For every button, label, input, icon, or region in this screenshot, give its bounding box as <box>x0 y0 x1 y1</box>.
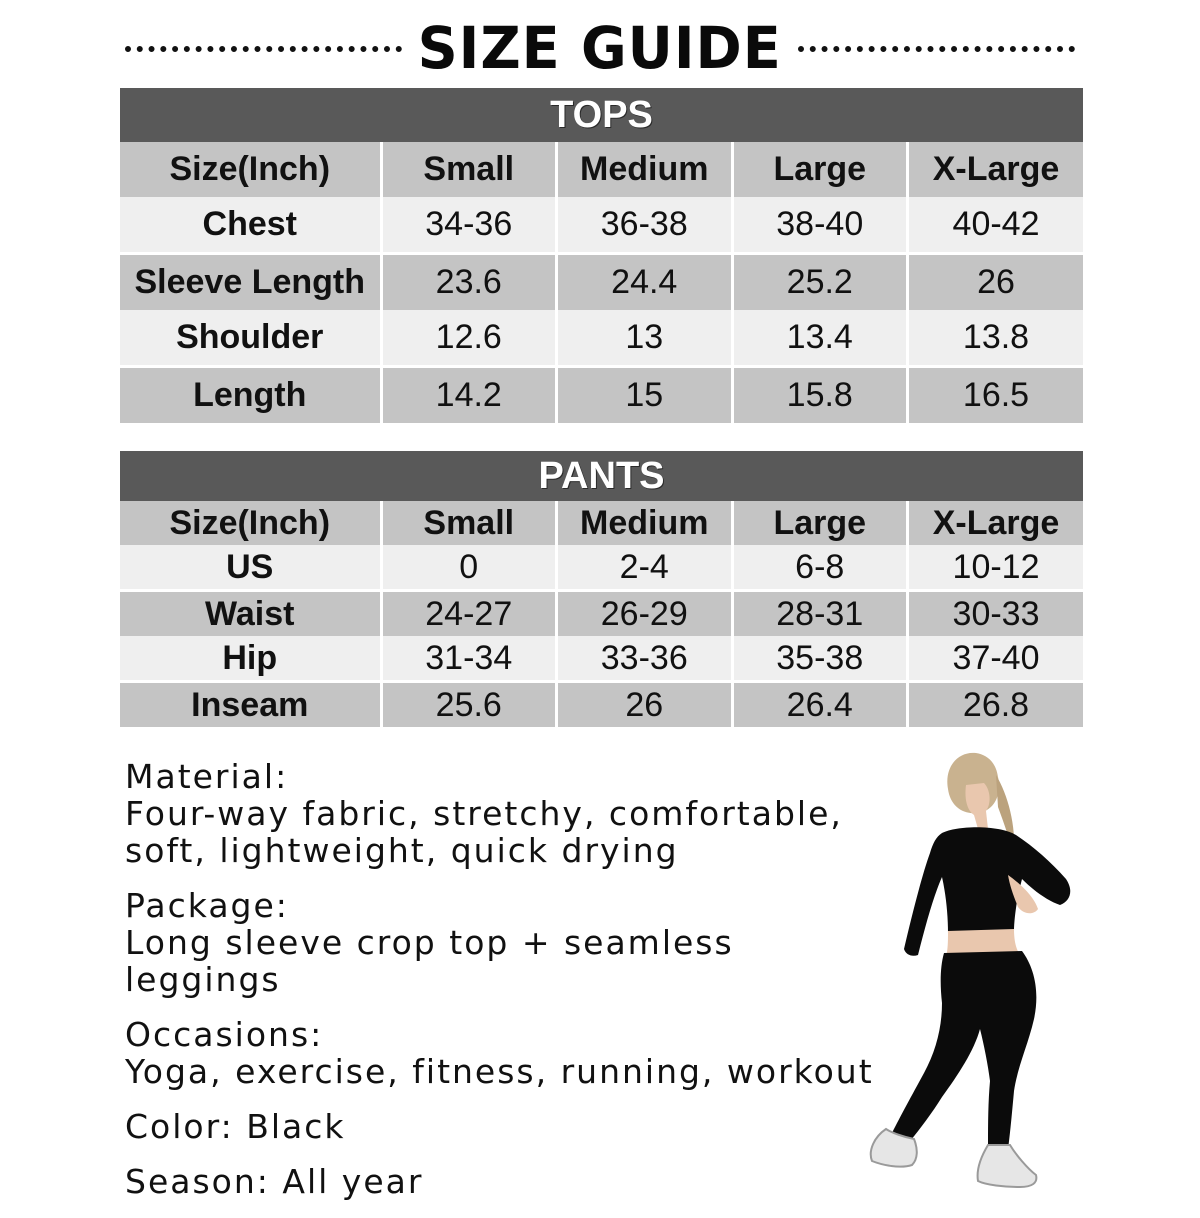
season-value: All year <box>282 1162 424 1201</box>
table-cell: 23.6 <box>381 254 557 311</box>
pants-header-row <box>120 501 1083 545</box>
face <box>965 783 989 829</box>
material-value-line2: soft, lightweight, quick drying <box>125 831 679 870</box>
pants-heading: PANTS <box>120 451 1083 501</box>
material-block <box>125 758 895 869</box>
row-label: Hip <box>120 636 381 682</box>
column-header: Medium <box>557 142 733 197</box>
tops-header-row <box>120 142 1083 197</box>
table-cell: 28-31 <box>732 591 908 637</box>
product-info <box>125 758 895 1218</box>
table-cell: 13 <box>557 310 733 367</box>
material-label: Material: <box>125 757 289 796</box>
table-cell: 33-36 <box>557 636 733 682</box>
column-header: Size(Inch) <box>120 142 381 197</box>
table-cell: 34-36 <box>381 197 557 254</box>
table-row <box>120 254 1083 311</box>
column-header: Size(Inch) <box>120 501 381 545</box>
column-header: Large <box>732 142 908 197</box>
table-cell: 30-33 <box>908 591 1084 637</box>
column-header: Small <box>381 501 557 545</box>
color-block <box>125 1108 895 1145</box>
column-header: Large <box>732 501 908 545</box>
row-label: Waist <box>120 591 381 637</box>
color-value: Black <box>246 1107 346 1146</box>
table-cell: 25.6 <box>381 682 557 728</box>
table-cell: 6-8 <box>732 545 908 591</box>
table-cell: 24-27 <box>381 591 557 637</box>
table-cell: 0 <box>381 545 557 591</box>
table-cell: 25.2 <box>732 254 908 311</box>
package-block <box>125 887 895 998</box>
package-value: Long sleeve crop top + seamless leggings <box>125 923 734 999</box>
table-row <box>120 682 1083 728</box>
season-label: Season: <box>125 1162 270 1201</box>
occasions-block <box>125 1016 895 1090</box>
title-row <box>125 14 1075 82</box>
table-cell: 13.4 <box>732 310 908 367</box>
table-cell: 16.5 <box>908 367 1084 424</box>
table-cell: 12.6 <box>381 310 557 367</box>
table-cell: 38-40 <box>732 197 908 254</box>
row-label: Chest <box>120 197 381 254</box>
color-label: Color: <box>125 1107 234 1146</box>
column-header: Small <box>381 142 557 197</box>
table-cell: 35-38 <box>732 636 908 682</box>
row-label: Inseam <box>120 682 381 728</box>
table-row <box>120 636 1083 682</box>
row-label: US <box>120 545 381 591</box>
column-header: X-Large <box>908 501 1084 545</box>
table-cell: 14.2 <box>381 367 557 424</box>
table-cell: 15 <box>557 367 733 424</box>
material-value-line1: Four-way fabric, stretchy, comfortable, <box>125 794 843 833</box>
page-title: SIZE GUIDE <box>417 14 783 82</box>
table-cell: 15.8 <box>732 367 908 424</box>
leggings <box>892 951 1036 1149</box>
season-block <box>125 1163 895 1200</box>
pants-size-table <box>120 451 1083 727</box>
row-label: Shoulder <box>120 310 381 367</box>
column-header: Medium <box>557 501 733 545</box>
table-cell: 26.4 <box>732 682 908 728</box>
table-cell: 40-42 <box>908 197 1084 254</box>
tops-size-table <box>120 88 1083 423</box>
table-cell: 36-38 <box>557 197 733 254</box>
title-dots-right <box>798 46 1075 52</box>
table-cell: 26 <box>908 254 1084 311</box>
table-cell: 10-12 <box>908 545 1084 591</box>
tops-heading: TOPS <box>120 88 1083 142</box>
table-row <box>120 197 1083 254</box>
right-shoe <box>978 1145 1037 1187</box>
table-cell: 13.8 <box>908 310 1084 367</box>
table-cell: 26-29 <box>557 591 733 637</box>
package-label: Package: <box>125 886 289 925</box>
occasions-label: Occasions: <box>125 1015 324 1054</box>
table-cell: 24.4 <box>557 254 733 311</box>
table-row <box>120 367 1083 424</box>
model-image <box>838 745 1108 1195</box>
table-row <box>120 545 1083 591</box>
table-cell: 37-40 <box>908 636 1084 682</box>
table-row <box>120 591 1083 637</box>
row-label: Sleeve Length <box>120 254 381 311</box>
column-header: X-Large <box>908 142 1084 197</box>
table-cell: 26.8 <box>908 682 1084 728</box>
occasions-value: Yoga, exercise, fitness, running, workout <box>125 1052 874 1091</box>
title-dots-left <box>125 46 402 52</box>
table-cell: 31-34 <box>381 636 557 682</box>
table-row <box>120 310 1083 367</box>
row-label: Length <box>120 367 381 424</box>
table-cell: 26 <box>557 682 733 728</box>
table-cell: 2-4 <box>557 545 733 591</box>
